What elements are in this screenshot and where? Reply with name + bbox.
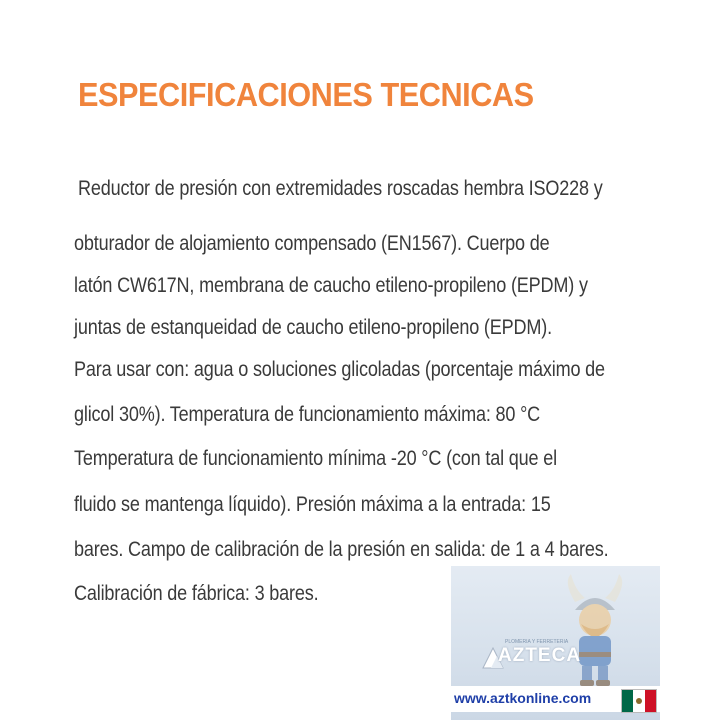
body-line: obturador de alojamiento compensado (EN1567). Cuerpo de bbox=[74, 232, 550, 255]
body-line: Para usar con: agua o soluciones glicoladas (porcentaje máximo de bbox=[74, 358, 605, 381]
page-title: ESPECIFICACIONES TECNICAS bbox=[78, 76, 534, 113]
body-line: latón CW617N, membrana de caucho etileno-propileno (EPDM) y bbox=[74, 274, 588, 297]
website-link[interactable]: www.aztkonline.com bbox=[454, 690, 592, 706]
viking-mascot-icon bbox=[535, 572, 655, 692]
logo-wordmark: AZTECA bbox=[498, 645, 582, 666]
body-line: Reductor de presión con extremidades roscadas hembra ISO228 y bbox=[78, 177, 603, 200]
logo-subtitle: PLOMERIA Y FERRETERIA bbox=[505, 639, 569, 645]
body-line: juntas de estanqueidad de caucho etileno-propileno (EPDM). bbox=[74, 316, 552, 339]
body-line: glicol 30%). Temperatura de funcionamiento máxima: 80 °C bbox=[74, 403, 541, 426]
mexico-flag-icon bbox=[621, 689, 657, 713]
body-line: Temperatura de funcionamiento mínima -20 °C (con tal que el bbox=[74, 447, 557, 470]
body-line: bares. Campo de calibración de la presión en salida: de 1 a 4 bares. bbox=[74, 538, 609, 561]
body-line: Calibración de fábrica: 3 bares. bbox=[74, 582, 319, 605]
body-line: fluido se mantenga líquido). Presión máxima a la entrada: 15 bbox=[74, 493, 551, 516]
